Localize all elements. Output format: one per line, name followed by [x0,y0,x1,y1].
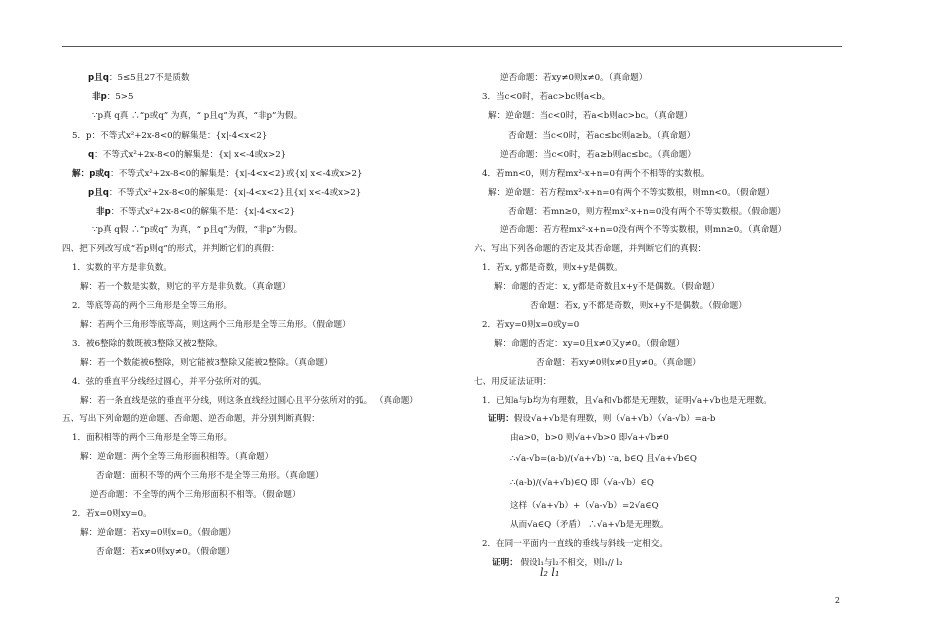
line-text: 七、用反证法证明： [474,377,552,387]
line-text: 由a>0，b>0 则√a+√b>0 即√a+√b≠0 [510,433,669,443]
line-text: ∴√a-√b=(a-b)/(√a+√b) ∵a, b∈Q 且√a+√b∈Q [510,454,697,464]
right-text-line [510,519,669,531]
right-text-line [482,262,623,274]
left-text-line [92,110,302,122]
left-text-line [88,149,286,161]
right-text-line [488,187,775,199]
left-text-line [80,527,236,539]
left-text-line [80,281,291,293]
bold-lead: q [88,150,95,160]
line-text: 2．若xy=0则x=0或y=0 [482,320,580,330]
left-text-line [96,470,324,482]
line-text: 这样（√a+√b）+（√a-√b）=2√a∈Q [510,501,659,511]
left-text-line [72,508,152,520]
line-text: 解：逆命题：若方程mx²-x+n=0有两个不等实数根，则mn<0。（假命题） [488,188,775,198]
line-text: 解：若一个数是实数，则它的平方是非负数。（真命题） [80,282,291,292]
left-text-line [96,546,235,558]
left-text-line [80,357,333,369]
line-text: 否命题：当c<0时，若ac≤bc则a≥b。（真命题） [508,131,696,141]
line-text: 3．被6整除的数既被3整除又被2整除。 [72,339,223,349]
line-text: 4．弦的垂直平分线经过圆心，并平分弦所对的弧。 [72,377,267,387]
line-text: ：不等式x²+2x-8<0的解集是：{x|-4<x<2}或{x| x<-4或x>2} [110,169,363,179]
line-text: 逆否命题：不全等的两个三角形面积不相等。（假命题） [90,490,301,500]
left-text-line [72,168,362,180]
left-text-line [88,187,361,199]
line-text: 3．当c<0时，若ac>bc则a<b。 [482,92,611,102]
line-text: 2．等底等高的两个三角形是全等三角形。 [72,301,233,311]
page-number: 2 [834,596,840,605]
bold-lead: p且q [88,188,109,198]
right-text-line [482,319,579,331]
right-text-line [536,357,701,369]
line-text: 解：命题的否定：xy=0且x≠0又y≠0。（假命题） [494,339,685,349]
right-text-line [488,413,715,425]
left-text-line [72,262,172,274]
line-text: l₂ l₁ [540,566,560,579]
line-text: ：5>5 [106,92,134,102]
line-text: 解：若一条直线是弦的垂直平分线，则这条直线经过圆心且平分弦所对的弧。 （真命题） [80,396,418,406]
right-text-line [510,500,659,512]
line-text: ：不等式x²+2x-8<0的解集不是：{x|-4<x<2} [110,207,296,217]
line-text: 解：逆命题：当c<0时，若a<b则ac>bc。（真命题） [488,111,693,121]
right-text-line [482,91,610,103]
line-text: 四、把下列改写成“若p则q”的形式，并判断它们的真假： [62,244,280,254]
left-text-line [92,224,302,236]
left-text-line [80,395,418,407]
line-text: 五、写出下列命题的逆命题、否命题、逆否命题，并分别判断真假： [62,414,320,424]
right-text-line [474,243,706,255]
left-text-line [72,130,267,142]
right-text-line [510,432,669,444]
left-text-line [92,91,133,103]
line-text: 1．若x, y都是奇数，则x+y是偶数。 [482,263,623,273]
right-text-line [482,395,772,407]
line-text: ∵p真 q真 ∴“p或q” 为真，“ p且q”为真，“非p”为假。 [92,111,303,121]
right-text-line [500,224,787,236]
bold-lead: 证明： [492,558,518,568]
right-text-line [508,206,786,218]
left-text-line [72,376,267,388]
line-text: 逆否命题：若xy≠0则x≠0。（真命题） [500,73,648,83]
left-text-line [72,300,232,312]
left-text-line [72,432,232,444]
right-text-line [510,477,654,489]
line-text: 5．p：不等式x²+2x-8<0的解集是：{x|-4<x<2} [72,131,268,141]
line-text: 假设√a+√b是有理数，则（√a+√b）（√a-√b）=a-b [513,414,716,424]
right-text-line [510,453,697,465]
line-text: 假设l₁与l₂不相交，则l₁// l₂ [517,558,623,568]
line-text: 否命题：若x, y不都是奇数，则x+y不是偶数。（假命题） [530,301,747,311]
right-text-line [494,338,685,350]
line-text: ：不等式x²+2x-8<0的解集是：{x|-4<x<2}且{x| x<-4或x>2} [108,188,362,198]
line-text: 2．若x=0则xy=0。 [72,509,152,519]
bold-lead: 非p [96,207,111,217]
line-text: 否命题：若xy≠0则x≠0且y≠0。（真命题） [536,358,701,368]
line-text: 从而√a∈Q（矛盾） ∴√a+√b是无理数。 [510,520,669,530]
line-text: ∴(a-b)/(√a+√b)∈Q 即（√a-√b）∈Q [510,478,654,488]
line-text: 否命题：若mn≥0，则方程mx²-x+n=0没有两个不等实数根。（假命题） [508,207,786,217]
line-text: 2．在同一平面内一直线的垂线与斜线一定相交。 [482,539,668,549]
bold-lead: p且q [88,73,109,83]
line-text: 六、写出下列各命题的否定及其否命题，并判断它们的真假： [474,244,707,254]
left-text-line [80,319,351,331]
bold-lead: 证明： [488,414,514,424]
right-text-line [494,281,719,293]
line-text: ：5≤5且27不是质数 [108,73,190,83]
left-text-line [96,206,295,218]
line-text: 逆否命题：当c<0时，若a≥b则ac≤bc。（真命题） [500,150,696,160]
line-text: 解：若两个三角形等底等高，则这两个三角形是全等三角形。（假命题） [80,320,351,330]
bold-lead: 解：p或q [72,169,111,179]
line-text: 1．已知a与b均为有理数，且√a和√b都是无理数，证明√a+√b也是无理数。 [482,396,772,406]
line-text: 1．实数的平方是非负数。 [72,263,172,273]
line-text: ∵p真 q假 ∴“p或q” 为真，“ p且q”为假，“非p”为假。 [92,225,303,235]
right-text-line [488,110,693,122]
line-text: 逆否命题：若方程mx²-x+n=0没有两个不等实数根，则mn≥0。（真命题） [500,225,787,235]
left-text-line [62,243,279,255]
right-text-line [530,300,747,312]
left-text-line [88,72,190,84]
right-text-line [482,168,710,180]
left-text-line [80,451,273,463]
line-text: 解：逆命题：若xy=0则x=0。（假命题） [80,528,236,538]
right-text-line [500,72,647,84]
right-text-line [500,149,696,161]
right-text-line [540,567,559,579]
line-text: ：不等式x²+2x-8<0的解集是：{x| x<-4或x>2} [94,150,287,160]
line-text: 4．若mn<0，则方程mx²-x+n=0有两个不相等的实数根。 [482,169,710,179]
line-text: 否命题：面积不等的两个三角形不是全等三角形。（真命题） [96,471,324,481]
line-text: 1．面积相等的两个三角形是全等三角形。 [72,433,233,443]
header-rule [62,46,842,47]
left-text-line [72,338,223,350]
line-text: 解：逆命题：两个全等三角形面积相等。（真命题） [80,452,274,462]
left-text-line [62,413,320,425]
right-text-line [474,376,551,388]
bold-lead: 非p [92,92,107,102]
line-text: 否命题：若x≠0则xy≠0。（假命题） [96,547,235,557]
line-text: 解：若一个数能被6整除，则它能被3整除又能被2整除。（真命题） [80,358,333,368]
right-text-line [482,538,668,550]
right-text-line [508,130,695,142]
left-text-line [90,489,301,501]
line-text: 解：命题的否定：x, y都是奇数且x+y不是偶数。（假命题） [494,282,720,292]
